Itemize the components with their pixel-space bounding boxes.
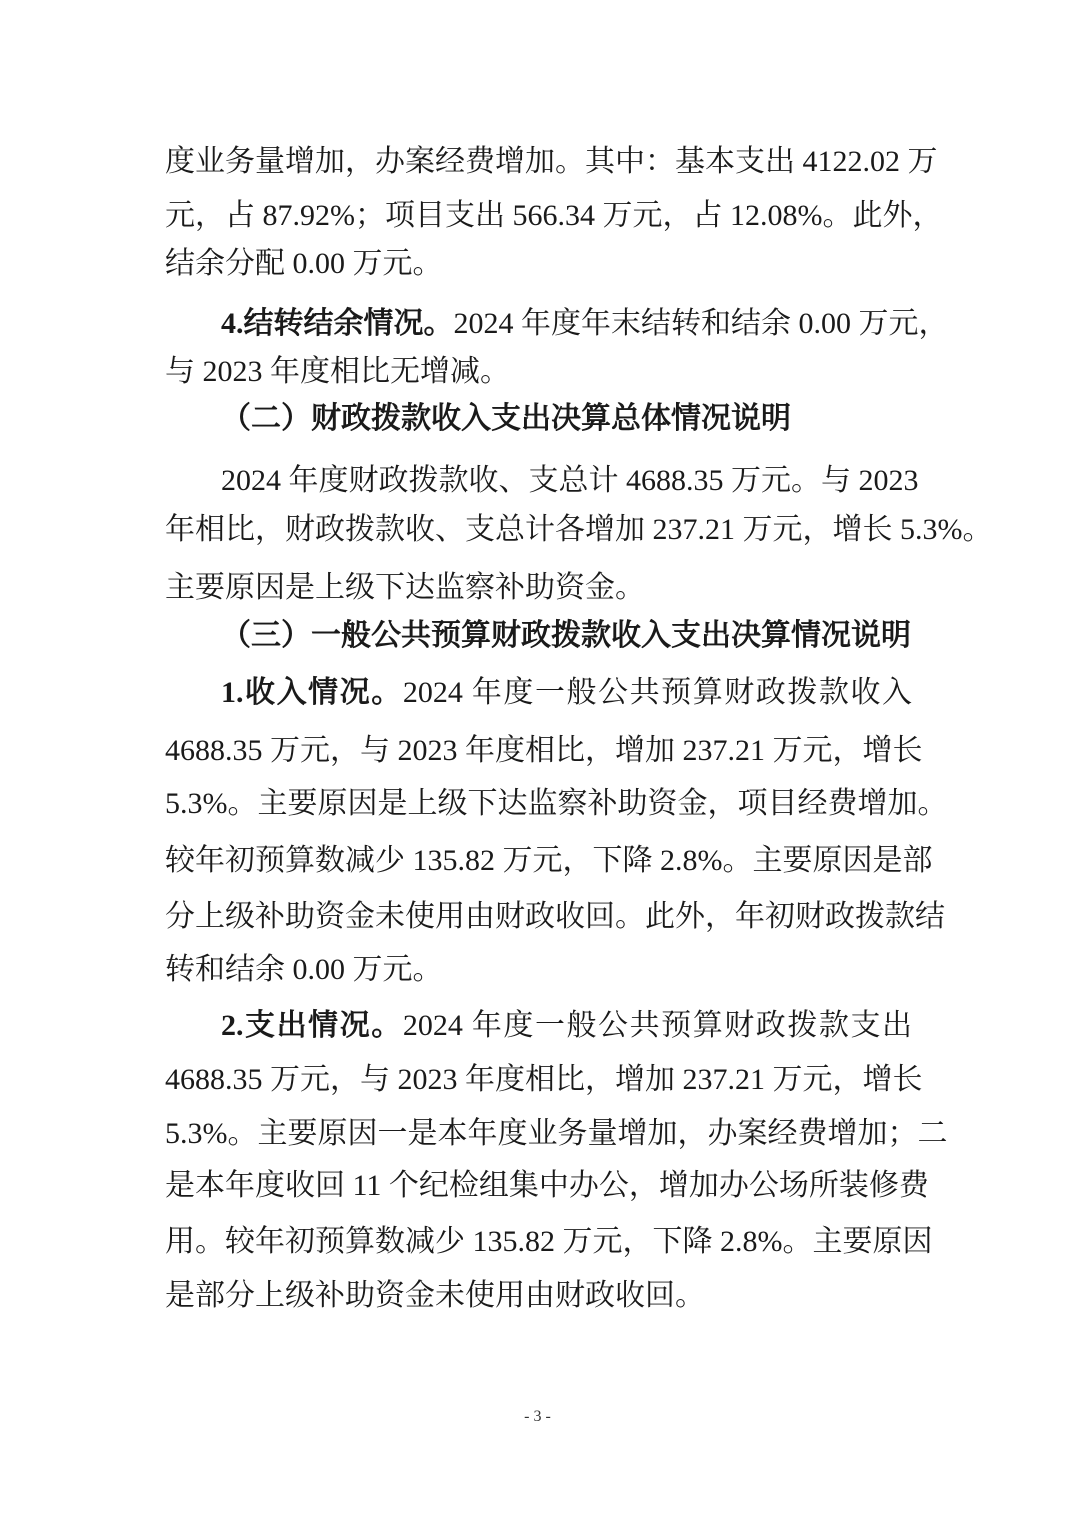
section-heading-3: （三）一般公共预算财政拨款收入支出决算情况说明: [221, 619, 911, 652]
text-line: [221, 304, 949, 344]
text-span: 2024 年度一般公共预算财政拨款收入: [402, 676, 913, 709]
text-line: 与 2023 年度相比无增减。: [165, 355, 510, 388]
section-heading-2: （二）财政拨款收入支出决算总体情况说明: [221, 402, 791, 435]
text-line: [221, 1006, 912, 1046]
text-line: 分上级补助资金未使用由财政收回。此外，年初财政拨款结: [165, 900, 945, 933]
text-line: 5.3%。主要原因是上级下达监察补助资金，项目经费增加。: [165, 787, 948, 820]
text-line: 是本年度收回 11 个纪检组集中办公，增加办公场所装修费: [165, 1169, 929, 1202]
paragraph-heading: 4.结转结余情况。: [221, 307, 454, 340]
text-line: 度业务量增加，办案经费增加。其中：基本支出 4122.02 万: [165, 145, 938, 178]
text-line: 4688.35 万元，与 2023 年度相比，增加 237.21 万元，增长: [165, 1063, 923, 1096]
text-line: 较年初预算数减少 135.82 万元，下降 2.8%。主要原因是部: [165, 844, 933, 877]
text-line: 5.3%。主要原因一是本年度业务量增加，办案经费增加；二: [165, 1117, 948, 1150]
page-number: - 3 -: [524, 1408, 551, 1425]
text-span: 2024 年度年末结转和结余 0.00 万元，: [453, 307, 949, 340]
text-line: 转和结余 0.00 万元。: [165, 953, 443, 986]
paragraph-heading: 2.支出情况。: [221, 1009, 403, 1042]
text-line: [221, 673, 912, 713]
text-line: 4688.35 万元，与 2023 年度相比，增加 237.21 万元，增长: [165, 734, 923, 767]
text-line: 元，占 87.92%；项目支出 566.34 万元，占 12.08%。此外，: [165, 199, 943, 232]
text-line: 是部分上级补助资金未使用由财政收回。: [165, 1279, 705, 1312]
text-line: 2024 年度财政拨款收、支总计 4688.35 万元。与 2023: [221, 464, 919, 497]
text-span: 2024 年度一般公共预算财政拨款支出: [402, 1009, 913, 1042]
paragraph-heading: 1.收入情况。: [221, 676, 403, 709]
text-line: 主要原因是上级下达监察补助资金。: [165, 571, 645, 604]
text-line: 用。较年初预算数减少 135.82 万元，下降 2.8%。主要原因: [165, 1225, 933, 1258]
text-line: 结余分配 0.00 万元。: [165, 247, 443, 280]
text-line: 年相比，财政拨款收、支总计各增加 237.21 万元，增长 5.3%。: [165, 513, 993, 546]
